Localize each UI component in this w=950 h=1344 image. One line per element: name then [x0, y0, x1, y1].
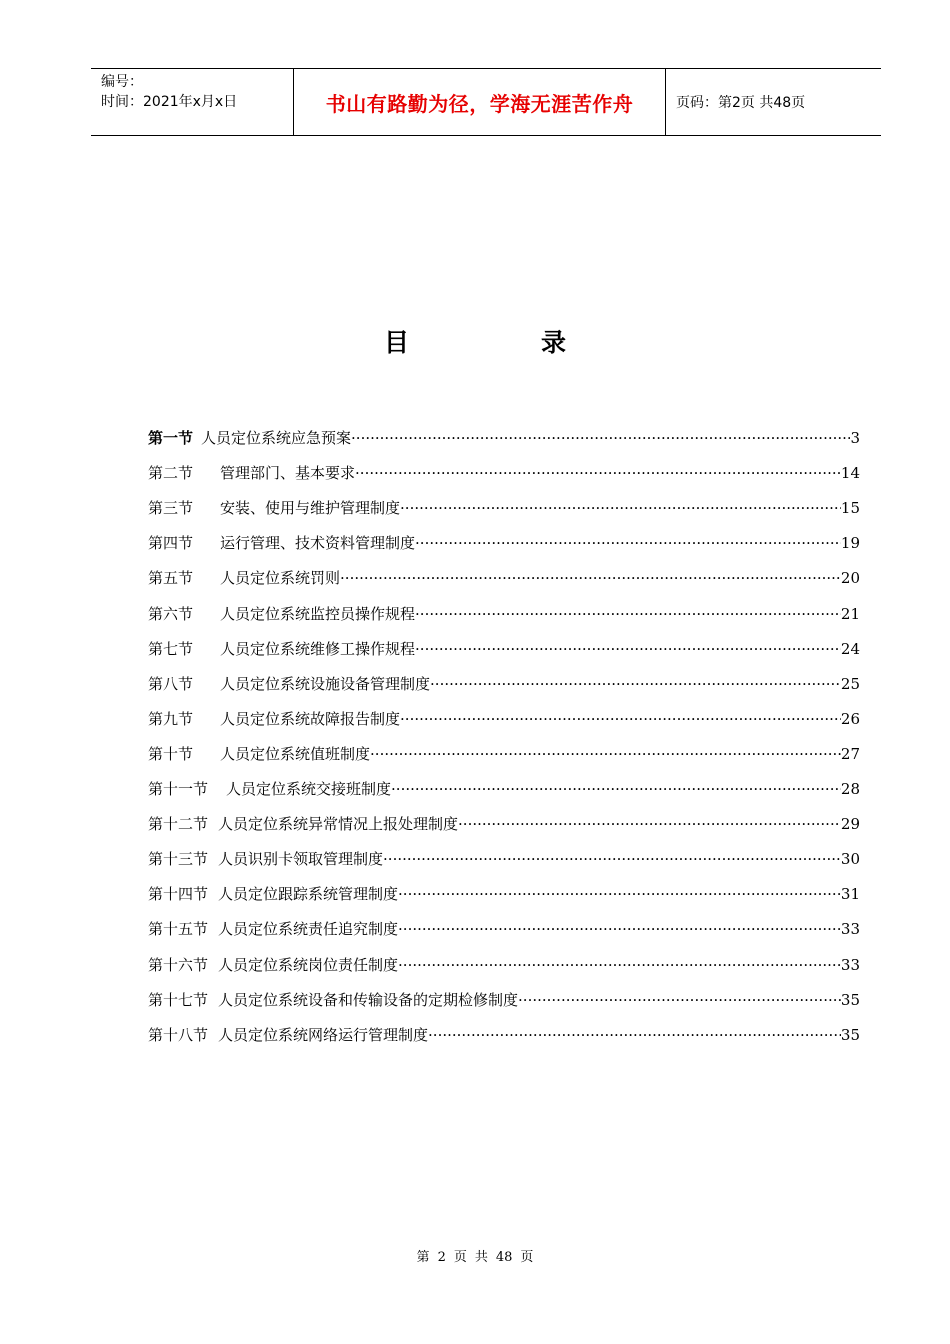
footer-page-unit: 页 — [453, 1250, 467, 1265]
toc-entry[interactable] — [148, 661, 860, 696]
toc-entry-leader — [400, 496, 841, 520]
footer-total-unit: 页 — [520, 1250, 534, 1265]
toc-entry-leader — [400, 707, 841, 731]
footer-page-total: 48 — [495, 1250, 513, 1265]
toc-entry-page: 25 — [840, 674, 860, 693]
toc-entry[interactable] — [148, 555, 860, 590]
toc-entry-title: 人员定位系统网络运行管理制度 — [218, 1025, 429, 1044]
toc-entry-title: 安装、使用与维护管理制度 — [220, 499, 401, 518]
toc-entry-section: 第九节 — [148, 709, 194, 728]
toc-entry-leader — [458, 812, 841, 836]
toc-entry-title: 人员定位系统异常情况上报处理制度 — [218, 815, 459, 834]
toc-entry-title: 人员定位系统设备和传输设备的定期检修制度 — [218, 990, 519, 1009]
toc-entry-section: 第十五节 — [148, 920, 209, 939]
toc-entry-section: 第一节 — [148, 429, 194, 448]
toc-entry-section: 第十六节 — [148, 955, 209, 974]
toc-entry[interactable] — [148, 766, 860, 801]
toc-entry-page: 3 — [850, 429, 860, 448]
toc-entry-page: 27 — [840, 744, 860, 763]
header-meta — [91, 69, 293, 135]
toc-entry-page: 24 — [840, 639, 860, 658]
toc-entry-leader — [518, 988, 841, 1012]
toc-entry-title: 人员定位跟踪系统管理制度 — [218, 885, 399, 904]
toc-entry-leader — [428, 1023, 841, 1047]
toc-entry-title: 人员定位系统值班制度 — [220, 744, 371, 763]
toc-entry-title: 管理部门、基本要求 — [220, 464, 356, 483]
footer-page-current: 2 — [437, 1250, 446, 1265]
doc-time-label: 时间：2021年x月x日 — [101, 94, 238, 110]
toc-entry-section: 第十四节 — [148, 885, 209, 904]
toc-entry-page: 29 — [840, 815, 860, 834]
toc-entry-section: 第十二节 — [148, 815, 209, 834]
toc-entry[interactable] — [148, 520, 860, 555]
doc-number-label: 编号： — [101, 74, 143, 90]
toc-entry-leader — [370, 742, 841, 766]
toc-entry-page: 15 — [840, 499, 860, 518]
toc-entry-leader — [340, 566, 841, 590]
toc-entry-page: 14 — [840, 464, 860, 483]
toc-entry-page: 31 — [840, 885, 860, 904]
table-of-contents — [148, 415, 860, 1047]
toc-entry-section: 第四节 — [148, 534, 194, 553]
toc-entry-leader — [430, 672, 841, 696]
toc-entry-section: 第十八节 — [148, 1025, 209, 1044]
toc-title-char-1: 目 — [383, 328, 409, 357]
toc-entry-page: 19 — [840, 534, 860, 553]
header-motto: 书山有路勤为径，学海无涯苦作舟 — [293, 69, 666, 135]
toc-entry[interactable] — [148, 590, 860, 625]
toc-title — [0, 326, 950, 360]
toc-entry[interactable] — [148, 977, 860, 1012]
toc-entry[interactable] — [148, 415, 860, 450]
toc-entry-page: 26 — [840, 709, 860, 728]
toc-entry[interactable] — [148, 450, 860, 485]
toc-entry-leader — [398, 882, 841, 906]
toc-entry-section: 第八节 — [148, 674, 194, 693]
toc-entry-title: 人员定位系统应急预案 — [201, 429, 352, 448]
toc-entry-leader — [398, 917, 841, 941]
toc-entry-page: 21 — [840, 604, 860, 623]
toc-entry-section: 第六节 — [148, 604, 194, 623]
toc-entry-section: 第七节 — [148, 639, 194, 658]
toc-entry-title: 人员定位系统维修工操作规程 — [220, 639, 416, 658]
page-header — [91, 68, 881, 136]
toc-entry[interactable] — [148, 731, 860, 766]
toc-entry-page: 35 — [840, 990, 860, 1009]
toc-entry[interactable] — [148, 1012, 860, 1047]
toc-entry-page: 20 — [840, 569, 860, 588]
footer-total-prefix: 共 — [474, 1250, 488, 1265]
toc-entry-section: 第十三节 — [148, 850, 209, 869]
toc-entry-title: 人员定位系统监控员操作规程 — [220, 604, 416, 623]
toc-entry-title: 人员定位系统罚则 — [220, 569, 341, 588]
toc-entry[interactable] — [148, 626, 860, 661]
toc-entry-page: 33 — [840, 920, 860, 939]
toc-entry-title: 人员定位系统岗位责任制度 — [218, 955, 399, 974]
toc-entry-leader — [383, 847, 841, 871]
toc-entry-section: 第五节 — [148, 569, 194, 588]
page-footer — [0, 1246, 950, 1265]
toc-entry-title: 人员定位系统交接班制度 — [226, 780, 392, 799]
toc-entry-page: 28 — [840, 780, 860, 799]
toc-entry-leader — [415, 637, 841, 661]
toc-entry-section: 第十一节 — [148, 780, 209, 799]
toc-entry[interactable] — [148, 801, 860, 836]
toc-entry-page: 33 — [840, 955, 860, 974]
toc-entry[interactable] — [148, 485, 860, 520]
toc-entry-section: 第二节 — [148, 464, 194, 483]
toc-entry-page: 35 — [840, 1025, 860, 1044]
toc-entry-page: 30 — [840, 850, 860, 869]
toc-entry-leader — [398, 953, 841, 977]
header-page-info: 页码：第2页 共48页 — [676, 95, 806, 111]
footer-page-prefix: 第 — [416, 1250, 430, 1265]
toc-entry-leader — [351, 426, 850, 450]
toc-entry[interactable] — [148, 696, 860, 731]
toc-entry-title: 人员定位系统故障报告制度 — [220, 709, 401, 728]
toc-entry-title: 人员定位系统责任追究制度 — [218, 920, 399, 939]
toc-entry-leader — [355, 461, 841, 485]
toc-entry[interactable] — [148, 941, 860, 976]
toc-entry-leader — [415, 602, 841, 626]
toc-entry-title: 人员识别卡领取管理制度 — [218, 850, 384, 869]
toc-entry-section: 第三节 — [148, 499, 194, 518]
toc-title-char-2: 录 — [541, 328, 567, 357]
toc-entry-title: 运行管理、技术资料管理制度 — [220, 534, 416, 553]
toc-entry[interactable] — [148, 906, 860, 941]
toc-entry-leader — [391, 777, 841, 801]
toc-entry[interactable] — [148, 871, 860, 906]
toc-entry[interactable] — [148, 836, 860, 871]
toc-entry-title: 人员定位系统设施设备管理制度 — [220, 674, 431, 693]
toc-entry-section: 第十节 — [148, 744, 194, 763]
toc-entry-section: 第十七节 — [148, 990, 209, 1009]
toc-entry-leader — [415, 531, 841, 555]
